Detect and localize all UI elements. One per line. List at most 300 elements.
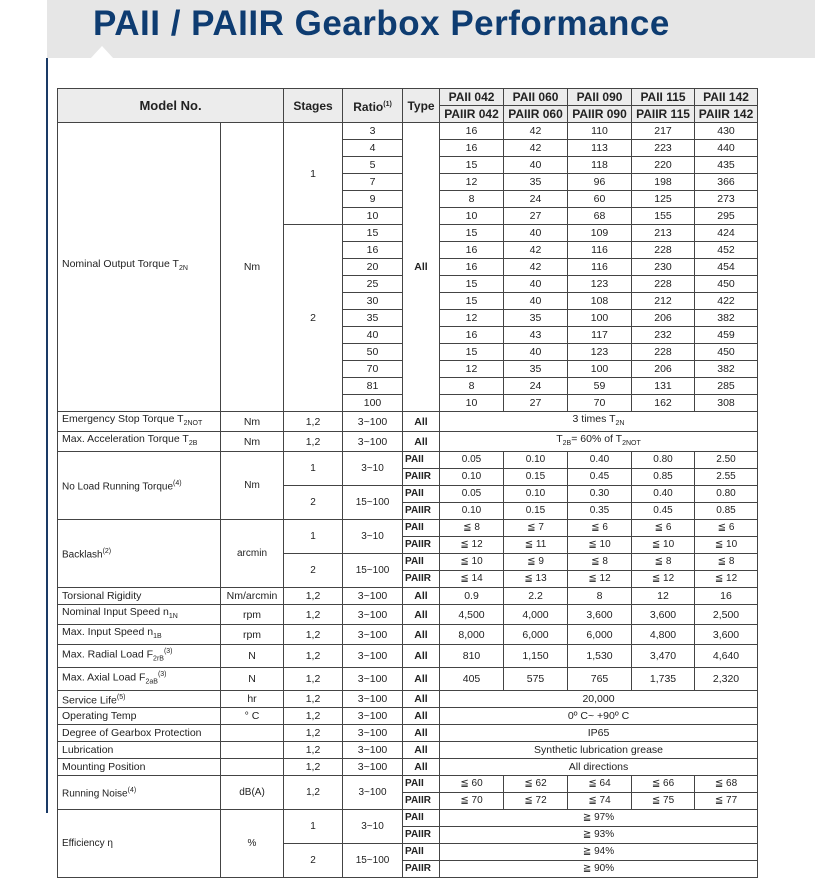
row-type: PAIIR (403, 861, 440, 878)
row-unit: N (221, 645, 284, 668)
row-type: All (403, 432, 440, 452)
row-ratio: 3~100 (343, 690, 403, 708)
row-label (58, 690, 221, 708)
value-cell: 0.35 (568, 503, 632, 520)
row-stages: 1,2 (284, 725, 343, 742)
span-value: 0º C~ +90º C (440, 708, 758, 725)
value-cell: 228 (632, 276, 695, 293)
value-cell: 382 (695, 361, 758, 378)
row-type: PAII (403, 776, 440, 793)
value-cell: 2,500 (695, 605, 758, 625)
table-row (58, 708, 758, 725)
table-row (58, 645, 758, 668)
span-value: ≧ 90% (440, 861, 758, 878)
value-cell: 223 (632, 140, 695, 157)
value-cell: 15 (440, 344, 504, 361)
value-cell: 0.10 (504, 452, 568, 469)
value-cell: 15 (440, 225, 504, 242)
value-cell: 430 (695, 123, 758, 140)
value-cell: 10 (440, 395, 504, 412)
row-ratio: 7 (343, 174, 403, 191)
label-superscript: (3) (157, 670, 167, 678)
row-stage: 1 (284, 123, 343, 225)
span-value: ≧ 97% (440, 810, 758, 827)
row-ratio: 20 (343, 259, 403, 276)
span-value: ≧ 94% (440, 844, 758, 861)
label-text: Efficiency η (62, 837, 113, 849)
row-ratio: 70 (343, 361, 403, 378)
table-row (58, 759, 758, 776)
value-cell: 217 (632, 123, 695, 140)
value-cell: 454 (695, 259, 758, 276)
row-ratio: 15~100 (343, 844, 403, 878)
value-cell: 116 (568, 259, 632, 276)
col-model-pa: PAII 142 (695, 89, 758, 106)
value-cell: 422 (695, 293, 758, 310)
value-cell: 435 (695, 157, 758, 174)
value-cell: 0.40 (568, 452, 632, 469)
value-cell: ≦ 8 (632, 554, 695, 571)
row-type: All (403, 759, 440, 776)
value-cell: 42 (504, 123, 568, 140)
row-unit: rpm (221, 605, 284, 625)
row-label (58, 776, 221, 810)
value-cell: 35 (504, 361, 568, 378)
label-subscript: 2NOT (622, 440, 641, 448)
label-superscript: (3) (163, 648, 173, 656)
value-cell: 8 (440, 191, 504, 208)
label-subscript: 2aB (145, 678, 158, 686)
value-cell: ≦ 12 (695, 571, 758, 588)
row-stages: 1,2 (284, 605, 343, 625)
table-row (58, 625, 758, 645)
row-ratio: 30 (343, 293, 403, 310)
value-cell: 42 (504, 259, 568, 276)
label-text: No Load Running Torque (62, 481, 174, 493)
col-model-pa: PAII 042 (440, 89, 504, 106)
value-cell: 0.30 (568, 486, 632, 503)
value-cell: 2,320 (695, 667, 758, 690)
value-cell: 24 (504, 191, 568, 208)
value-cell: 230 (632, 259, 695, 276)
row-label (58, 432, 221, 452)
label-subscript: 2rB (153, 655, 164, 663)
value-cell: ≦ 12 (440, 537, 504, 554)
value-cell: ≦ 6 (695, 520, 758, 537)
row-stage: 1,2 (284, 776, 343, 810)
col-model-pa: PAII 090 (568, 89, 632, 106)
value-cell: ≦ 11 (504, 537, 568, 554)
value-cell: 123 (568, 276, 632, 293)
row-label (58, 412, 221, 432)
span-value: 20,000 (440, 690, 758, 708)
value-cell: ≦ 7 (504, 520, 568, 537)
row-type: PAII (403, 452, 440, 469)
value-cell: 8 (440, 378, 504, 395)
row-label (58, 725, 221, 742)
value-cell: 0.10 (440, 503, 504, 520)
value-cell: 198 (632, 174, 695, 191)
row-stages: 1,2 (284, 625, 343, 645)
row-type: PAII (403, 844, 440, 861)
row-ratio: 15 (343, 225, 403, 242)
value-cell: 35 (504, 174, 568, 191)
performance-table (57, 88, 758, 878)
value-cell: 100 (568, 361, 632, 378)
value-cell: 459 (695, 327, 758, 344)
value-cell: 60 (568, 191, 632, 208)
value-cell: ≦ 74 (568, 793, 632, 810)
value-cell: 0.80 (695, 486, 758, 503)
label-text: Nominal Input Speed n (62, 606, 169, 619)
row-unit (221, 725, 284, 742)
row-ratio: 9 (343, 191, 403, 208)
value-cell: 117 (568, 327, 632, 344)
value-cell: 450 (695, 344, 758, 361)
value-cell: 68 (568, 208, 632, 225)
row-ratio: 3~100 (343, 412, 403, 432)
value-cell: 16 (695, 588, 758, 605)
row-type: PAII (403, 520, 440, 537)
value-cell: 0.15 (504, 469, 568, 486)
value-cell: 206 (632, 361, 695, 378)
row-ratio: 3~100 (343, 742, 403, 759)
value-cell: 3,600 (695, 625, 758, 645)
label-text: Max. Radial Load F (62, 648, 154, 661)
label-text: Operating Temp (62, 710, 137, 723)
value-cell: 70 (568, 395, 632, 412)
value-cell: 16 (440, 259, 504, 276)
value-cell: 12 (440, 361, 504, 378)
value-cell: 40 (504, 276, 568, 293)
value-cell: 15 (440, 276, 504, 293)
span-value (440, 432, 758, 452)
row-ratio: 3~100 (343, 625, 403, 645)
row-unit: Nm (221, 412, 284, 432)
row-ratio: 40 (343, 327, 403, 344)
row-label (58, 667, 221, 690)
value-cell: 0.45 (632, 503, 695, 520)
row-unit: ° C (221, 708, 284, 725)
value-cell: 424 (695, 225, 758, 242)
value-cell: 295 (695, 208, 758, 225)
label-text: Degree of Gearbox Protection (62, 727, 202, 740)
label-subscript: 2NOT (183, 420, 203, 428)
value-cell: ≦ 8 (695, 554, 758, 571)
row-label (58, 123, 221, 412)
row-type: All (403, 725, 440, 742)
row-type: All (403, 742, 440, 759)
row-unit: Nm/arcmin (221, 588, 284, 605)
value-cell: 0.80 (632, 452, 695, 469)
value-cell: ≦ 10 (695, 537, 758, 554)
label-text: T (556, 433, 563, 446)
row-type: All (403, 625, 440, 645)
span-value: ≧ 93% (440, 827, 758, 844)
label-text: Max. Acceleration Torque T (62, 433, 189, 446)
row-type: PAII (403, 554, 440, 571)
row-type: All (403, 667, 440, 690)
row-stages: 1,2 (284, 742, 343, 759)
table-row (58, 742, 758, 759)
col-model-par: PAIIR 090 (568, 106, 632, 123)
row-type: All (403, 123, 440, 412)
row-ratio: 3~100 (343, 605, 403, 625)
value-cell: 2.55 (695, 469, 758, 486)
value-cell: 8 (568, 588, 632, 605)
row-label (58, 645, 221, 668)
row-stage: 1 (284, 452, 343, 486)
row-type: All (403, 412, 440, 432)
value-cell: 206 (632, 310, 695, 327)
row-ratio: 3~100 (343, 432, 403, 452)
table-row (58, 520, 758, 537)
value-cell: 109 (568, 225, 632, 242)
row-ratio: 50 (343, 344, 403, 361)
value-cell: ≦ 60 (440, 776, 504, 793)
row-type: PAIIR (403, 827, 440, 844)
label-text: Max. Input Speed n (62, 626, 154, 639)
label-text: Emergency Stop Torque T (62, 413, 184, 425)
row-ratio: 3~10 (343, 452, 403, 486)
row-unit: Nm (221, 432, 284, 452)
table-row (58, 123, 758, 140)
value-cell: 4,640 (695, 645, 758, 668)
value-cell: 3,600 (632, 605, 695, 625)
row-type: PAIIR (403, 793, 440, 810)
row-type: All (403, 605, 440, 625)
value-cell: 366 (695, 174, 758, 191)
table-row (58, 605, 758, 625)
table-row (58, 725, 758, 742)
value-cell: 35 (504, 310, 568, 327)
page-title: PAII / PAIIR Gearbox Performance (93, 4, 670, 43)
value-cell: 110 (568, 123, 632, 140)
row-type: PAIIR (403, 537, 440, 554)
row-unit: hr (221, 690, 284, 708)
row-ratio: 3~100 (343, 776, 403, 810)
col-model-pa: PAII 115 (632, 89, 695, 106)
row-unit: rpm (221, 625, 284, 645)
row-stage: 2 (284, 554, 343, 588)
value-cell: 108 (568, 293, 632, 310)
label-text: Mounting Position (62, 761, 146, 774)
value-cell: 575 (504, 667, 568, 690)
value-cell: 765 (568, 667, 632, 690)
label-superscript: (1) (383, 100, 392, 108)
row-unit: dB(A) (221, 776, 284, 810)
value-cell: ≦ 10 (568, 537, 632, 554)
value-cell: 232 (632, 327, 695, 344)
row-label (58, 588, 221, 605)
label-text: Torsional Rigidity (62, 590, 142, 603)
col-ratio (343, 89, 403, 123)
row-label (58, 520, 221, 588)
value-cell: 12 (440, 174, 504, 191)
value-cell: ≦ 10 (632, 537, 695, 554)
value-cell: 0.9 (440, 588, 504, 605)
value-cell: 308 (695, 395, 758, 412)
value-cell: 6,000 (504, 625, 568, 645)
value-cell: ≦ 6 (568, 520, 632, 537)
value-cell: 452 (695, 242, 758, 259)
row-ratio: 5 (343, 157, 403, 174)
row-unit (221, 742, 284, 759)
value-cell: 27 (504, 395, 568, 412)
value-cell: 0.10 (440, 469, 504, 486)
value-cell: ≦ 6 (632, 520, 695, 537)
value-cell: 40 (504, 293, 568, 310)
table-row (58, 690, 758, 708)
row-type: All (403, 588, 440, 605)
row-stages: 1,2 (284, 708, 343, 725)
table-row (58, 810, 758, 827)
label-text: = 60% of T (571, 433, 623, 446)
row-ratio: 25 (343, 276, 403, 293)
row-unit (221, 759, 284, 776)
value-cell: 285 (695, 378, 758, 395)
label-superscript: (5) (116, 693, 126, 701)
value-cell: 27 (504, 208, 568, 225)
value-cell: ≦ 77 (695, 793, 758, 810)
row-type: PAIIR (403, 571, 440, 588)
row-ratio: 3~100 (343, 708, 403, 725)
label-text: Max. Axial Load F (62, 671, 146, 684)
label-text: Backlash (62, 549, 103, 561)
row-unit: arcmin (221, 520, 284, 588)
label-text: Nominal Output Torque T (62, 258, 179, 271)
row-ratio: 3~100 (343, 645, 403, 668)
label-subscript: 2B (562, 440, 572, 448)
value-cell: 4,000 (504, 605, 568, 625)
value-cell: 1,530 (568, 645, 632, 668)
col-model-par: PAIIR 115 (632, 106, 695, 123)
value-cell: 3,600 (568, 605, 632, 625)
value-cell: 12 (440, 310, 504, 327)
row-ratio: 10 (343, 208, 403, 225)
table-row (58, 412, 758, 432)
col-model-par: PAIIR 042 (440, 106, 504, 123)
value-cell: 8,000 (440, 625, 504, 645)
value-cell: 0.10 (504, 486, 568, 503)
value-cell: 96 (568, 174, 632, 191)
value-cell: 440 (695, 140, 758, 157)
col-model-par: PAIIR 060 (504, 106, 568, 123)
value-cell: 43 (504, 327, 568, 344)
row-stages: 1,2 (284, 667, 343, 690)
label-subscript: 2N (615, 420, 625, 428)
row-stages: 1,2 (284, 690, 343, 708)
row-label (58, 810, 221, 878)
value-cell: 10 (440, 208, 504, 225)
value-cell: 100 (568, 310, 632, 327)
row-stages: 1,2 (284, 588, 343, 605)
label-subscript: 2B (188, 440, 198, 448)
label-text: Ratio (353, 99, 384, 114)
row-label (58, 708, 221, 725)
row-stage: 2 (284, 844, 343, 878)
table-row (58, 452, 758, 469)
value-cell: 382 (695, 310, 758, 327)
col-model-par: PAIIR 142 (695, 106, 758, 123)
row-stages: 1,2 (284, 759, 343, 776)
row-label (58, 625, 221, 645)
value-cell: ≦ 12 (632, 571, 695, 588)
value-cell: 228 (632, 344, 695, 361)
span-value: All directions (440, 759, 758, 776)
row-stage: 2 (284, 225, 343, 412)
label-text: Running Noise (62, 788, 128, 800)
label-text: 3 times T (572, 413, 616, 425)
label-superscript: (4) (173, 480, 182, 488)
value-cell: ≦ 8 (568, 554, 632, 571)
value-cell: ≦ 14 (440, 571, 504, 588)
row-type: PAII (403, 486, 440, 503)
row-label (58, 605, 221, 625)
value-cell: ≦ 64 (568, 776, 632, 793)
value-cell: 220 (632, 157, 695, 174)
banner-notch (90, 46, 114, 59)
col-stages: Stages (284, 89, 343, 123)
value-cell: 16 (440, 123, 504, 140)
row-label (58, 742, 221, 759)
value-cell: ≦ 10 (440, 554, 504, 571)
value-cell: 42 (504, 242, 568, 259)
row-unit: Nm (221, 123, 284, 412)
row-ratio: 3~100 (343, 759, 403, 776)
span-value: IP65 (440, 725, 758, 742)
label-superscript: (2) (102, 548, 112, 556)
value-cell: 155 (632, 208, 695, 225)
row-ratio: 3 (343, 123, 403, 140)
row-type: PAIIR (403, 503, 440, 520)
value-cell: 40 (504, 225, 568, 242)
value-cell: 125 (632, 191, 695, 208)
col-type: Type (403, 89, 440, 123)
row-ratio: 3~10 (343, 810, 403, 844)
value-cell: 450 (695, 276, 758, 293)
row-unit: % (221, 810, 284, 878)
value-cell: 59 (568, 378, 632, 395)
value-cell: 2.50 (695, 452, 758, 469)
row-ratio: 3~100 (343, 588, 403, 605)
value-cell: 2.2 (504, 588, 568, 605)
col-model-pa: PAII 060 (504, 89, 568, 106)
value-cell: ≦ 68 (695, 776, 758, 793)
value-cell: 4,500 (440, 605, 504, 625)
value-cell: 16 (440, 242, 504, 259)
row-ratio: 3~100 (343, 725, 403, 742)
label-subscript: 1N (168, 613, 178, 621)
row-ratio: 4 (343, 140, 403, 157)
row-unit: Nm (221, 452, 284, 520)
row-type: All (403, 708, 440, 725)
value-cell: 273 (695, 191, 758, 208)
value-cell: ≦ 70 (440, 793, 504, 810)
row-type: All (403, 690, 440, 708)
row-ratio: 3~10 (343, 520, 403, 554)
value-cell: 810 (440, 645, 504, 668)
row-ratio: 81 (343, 378, 403, 395)
value-cell: ≦ 75 (632, 793, 695, 810)
row-type: PAIIR (403, 469, 440, 486)
span-value (440, 412, 758, 432)
value-cell: 12 (632, 588, 695, 605)
value-cell: 24 (504, 378, 568, 395)
value-cell: 212 (632, 293, 695, 310)
table-row (58, 667, 758, 690)
row-ratio: 15~100 (343, 554, 403, 588)
